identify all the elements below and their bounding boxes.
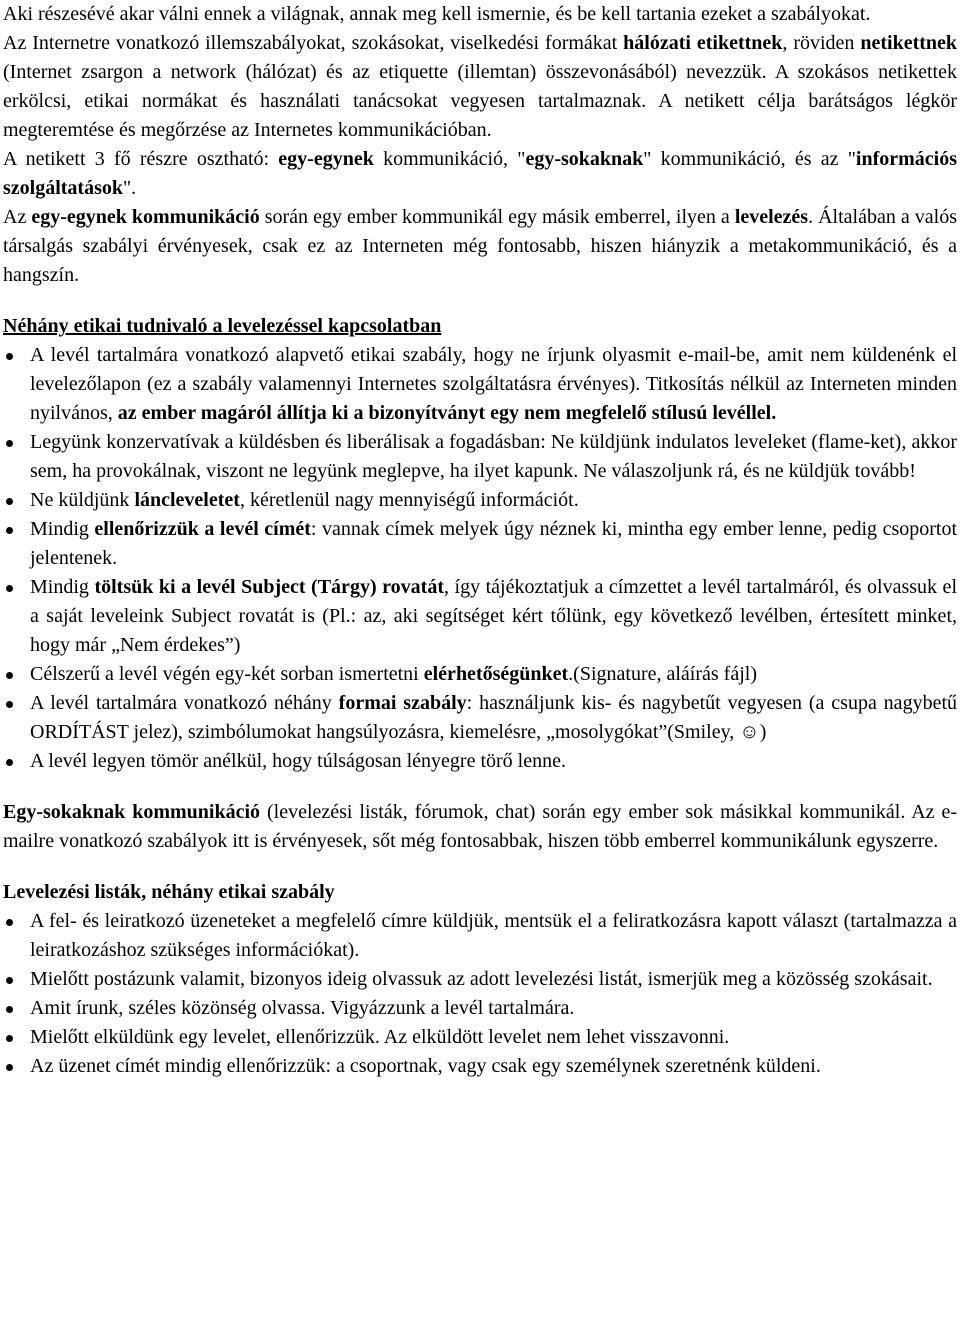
spacer: [3, 776, 957, 798]
text-span: kommunikáció, ": [373, 148, 526, 170]
list-item: [3, 486, 957, 515]
list-item: [3, 341, 957, 428]
bold-term: egy-sokaknak: [525, 148, 644, 170]
text-span: Mindig: [30, 518, 95, 540]
text-span: : használjunk kis- és nagybetűt vegyesen (a csupa nagybetű ORDÍTÁST jelez), szimbólumokat hangsúlyozásra, kiemelésre, „mosolygókat”(Smiley, ☺): [30, 692, 957, 743]
text-span: Legyünk konzervatívak a küldésben és liberálisak a fogadásban: Ne küldjünk indulatos leveleket (flame-ket), akkor sem, ha provokálnak, viszont ne legyünk meglepve, ha ilyet kapunk. Ne válaszoljunk rá, és ne küldjük tovább!: [30, 431, 957, 482]
list-item: [3, 660, 957, 689]
email-etiquette-list: [3, 341, 957, 776]
section-heading-email-etiquette: Néhány etikai tudnivaló a levelezéssel kapcsolatban: [3, 315, 442, 337]
bold-term: hálózati etikettnek: [623, 32, 783, 54]
list-item: [3, 747, 957, 776]
text-span: : vannak címek melyek úgy néznek ki, mintha egy ember lenne, pedig csoportot jelentenek.: [30, 518, 957, 569]
text-span: Célszerű a levél végén egy-két sorban ismertetni: [30, 663, 424, 685]
section-heading-mailing-lists: Levelezési listák, néhány etikai szabály: [3, 881, 335, 903]
text-span: Az Internetre vonatkozó illemszabályokat, szokásokat, viselkedési formákat: [3, 32, 624, 54]
bold-term: egy-egynek: [278, 148, 374, 170]
list-item: Az üzenet címét mindig ellenőrizzük: a csoportnak, vagy csak egy személynek szeretnénk küldeni.: [3, 1052, 957, 1081]
one-to-many-paragraph: [3, 798, 957, 856]
bold-term: netikettnek: [860, 32, 958, 54]
list-item: [3, 689, 957, 747]
list-item: A fel- és leiratkozó üzeneteket a megfelelő címre küldjük, mentsük el a feliratkozásra kapott választ (tartalmazza a leiratkozáshoz szükséges információkat).: [3, 907, 957, 965]
text-span: Ne küldjünk: [30, 489, 135, 511]
text-span: . Általában a valós társalgás szabályi érvényesek, csak ez az Interneten még fontosabb, hiszen hiányzik a metakommunikáció, és a hangszín.: [3, 206, 958, 286]
text-span: Mindig: [30, 576, 95, 598]
text-span: ".: [123, 177, 137, 199]
text-span: A levél tartalmára vonatkozó néhány: [30, 692, 339, 714]
text-span: során egy ember kommunikál egy másik emberrel, ilyen a: [259, 206, 735, 228]
netikett-parts-paragraph: [3, 145, 957, 203]
bold-term: formai szabály: [338, 692, 467, 714]
text-span: A netikett 3 fő részre osztható:: [3, 148, 279, 170]
bold-term: ellenőrizzük a levél címét: [94, 518, 311, 540]
list-item: [3, 515, 957, 573]
list-item: Amit írunk, széles közönség olvassa. Vigyázzunk a levél tartalmára.: [3, 994, 957, 1023]
list-item: [3, 573, 957, 660]
text-span: A levél tartalmára vonatkozó alapvető etikai szabály, hogy ne írjunk olyasmit e-mail-be, amit nem küldenénk el levelezőlapon (ez a szabály valamennyi Internetes szolgáltatásra érvényes). Titkosítás nélkül az Interneten minden nyilvános,: [30, 344, 957, 424]
text-span: .(Signature, aláírás fájl): [568, 663, 757, 685]
bold-term: egy-egynek kommunikáció: [31, 206, 260, 228]
text-span: A levél legyen tömör anélkül, hogy túlságosan lényegre törő lenne.: [30, 750, 566, 772]
intro-text: Aki részesévé akar válni ennek a világnak, annak meg kell ismernie, és be kell tartania ezeket a szabályokat.: [3, 3, 871, 25]
list-item: [3, 428, 957, 486]
text-span: " kommunikáció, és az ": [643, 148, 856, 170]
bold-term: elérhetőségünket: [423, 663, 569, 685]
text-span: (Internet zsargon a network (hálózat) és az etiquette (illemtan) összevonásából) nevezzük. A szokásos netikettek erkölcsi, etikai normákat és használati tanácsokat vegyesen tartalmaznak. A netikett célja barátságos légkör megteremtése és megőrzése az Internetes kommunikációban.: [3, 61, 957, 141]
list-item: Mielőtt postázunk valamit, bizonyos ideig olvassuk az adott levelezési listát, ismerjük meg a közösség szokásait.: [3, 965, 957, 994]
bold-term: információs szolgáltatások: [3, 148, 957, 199]
bold-term: levelezés: [734, 206, 809, 228]
text-span: , kéretlenül nagy mennyiségű információt.: [239, 489, 579, 511]
bold-term: töltsük ki a levél Subject (Tárgy) rovatát: [94, 576, 444, 598]
bold-term: láncleveletet: [134, 489, 240, 511]
list-item: Mielőtt elküldünk egy levelet, ellenőrizzük. Az elküldött levelet nem lehet visszavonni.: [3, 1023, 957, 1052]
bold-term: Egy-sokaknak kommunikáció: [3, 801, 261, 823]
text-span: (levelezési listák, fórumok, chat) során egy ember sok másikkal kommunikál. Az e-mailre vonatkozó szabályok itt is érvényesek, sőt még fontosabbak, hiszen több emberrel kommunikálunk egyszerre.: [3, 801, 958, 852]
text-span: , röviden: [782, 32, 861, 54]
spacer: [3, 290, 957, 312]
spacer: [3, 856, 957, 878]
netikett-definition-paragraph: [3, 29, 957, 145]
text-span: Az: [3, 206, 32, 228]
bold-term: az ember magáról állítja ki a bizonyítványt egy nem megfelelő stílusú levéllel.: [117, 402, 777, 424]
text-span: , így tájékoztatjuk a címzettet a levél tartalmáról, és olvassuk el a saját leveleink Subject rovatát is (Pl.: az, aki segítséget kért tőlünk, egy következő levélben, értesített minket, hogy már „Nem érdekes”): [30, 576, 957, 656]
intro-paragraph: [3, 0, 957, 29]
mailing-list-rules: [3, 907, 957, 1081]
one-to-one-paragraph: [3, 203, 957, 290]
